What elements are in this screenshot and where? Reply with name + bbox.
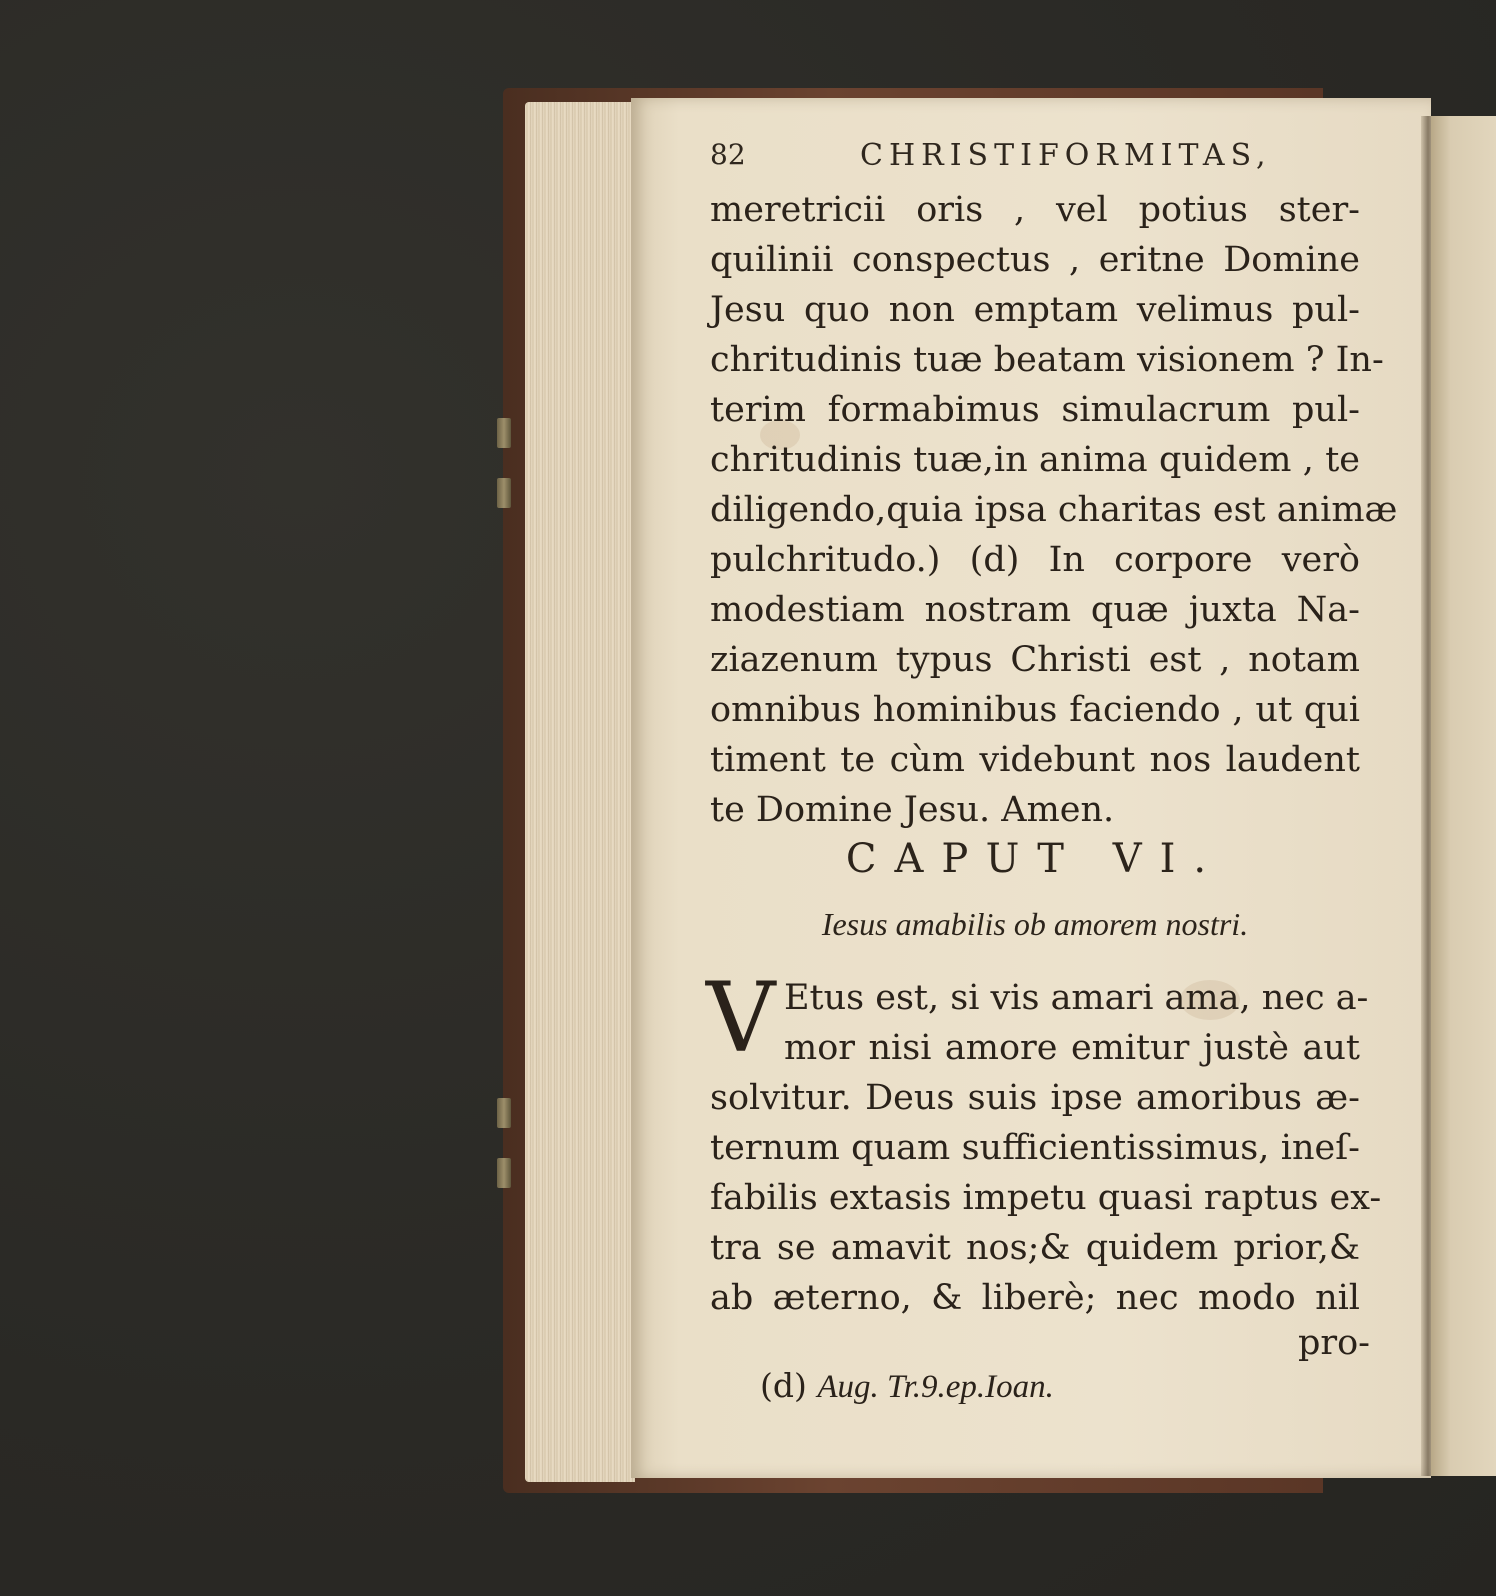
- text-line: terim formabimus simulacrum pul-: [710, 390, 1360, 430]
- text-line: ternum quam sufficientissimus, ineſ-: [710, 1128, 1360, 1168]
- clasp-upper-2: [497, 478, 511, 508]
- footnote-mark: (d): [760, 1366, 807, 1405]
- text-line: timent te cùm videbunt nos laudent: [710, 740, 1360, 780]
- text-line: Etus est, si vis amari ama, nec a-: [784, 978, 1369, 1018]
- text-line: chritudinis tuæ,in anima quidem , te: [710, 440, 1360, 480]
- footnote: [760, 1366, 1320, 1406]
- text-line: ab æterno, & liberè; nec modo nil: [710, 1278, 1360, 1318]
- text-line: mor nisi amore emitur justè aut: [784, 1028, 1360, 1068]
- text-line: meretricii oris , vel potius ster-: [710, 190, 1360, 230]
- clasp-lower: [497, 1098, 511, 1128]
- clasp-lower-2: [497, 1158, 511, 1188]
- running-head: [710, 138, 1370, 182]
- text-line: ziazenum typus Christi est , notam: [710, 640, 1360, 680]
- text-line: solvitur. Deus suis ipse amoribus æ-: [710, 1078, 1360, 1118]
- text-line: quilinii conspectus , eritne Domine: [710, 240, 1360, 280]
- text-line: te Domine Jesu. Amen.: [710, 790, 1115, 830]
- chapter-heading: CAPUT VI.: [845, 836, 1225, 882]
- text-line: pulchritudo.) (d) In corpore verò: [710, 540, 1360, 580]
- page-number: 82: [710, 138, 746, 171]
- text-line: modestiam nostram quæ juxta Na-: [710, 590, 1360, 630]
- drop-cap: V: [706, 962, 776, 1074]
- clasp-upper: [497, 418, 511, 448]
- footnote-reference: Aug. Tr.9.ep.Ioan.: [817, 1369, 1054, 1405]
- text-line: chritudinis tuæ beatam visionem ? In-: [710, 340, 1384, 380]
- right-page-edge: [1431, 116, 1496, 1476]
- running-title: CHRISTIFORMITAS,: [860, 138, 1272, 173]
- page-edges: [525, 102, 635, 1482]
- text-line: diligendo,quia ipsa charitas est animæ: [710, 490, 1398, 530]
- text-line: tra se amavit nos;& quidem prior,&: [710, 1228, 1360, 1268]
- text-line: Jesu quo non emptam velimus pul-: [710, 290, 1360, 330]
- text-line: omnibus hominibus faciendo , ut qui: [710, 690, 1360, 730]
- text-line: fabilis extasis impetu quasi raptus ex-: [710, 1178, 1382, 1218]
- chapter-subtitle: Iesus amabilis ob amorem nostri.: [821, 906, 1249, 942]
- catchword: pro-: [1297, 1323, 1370, 1363]
